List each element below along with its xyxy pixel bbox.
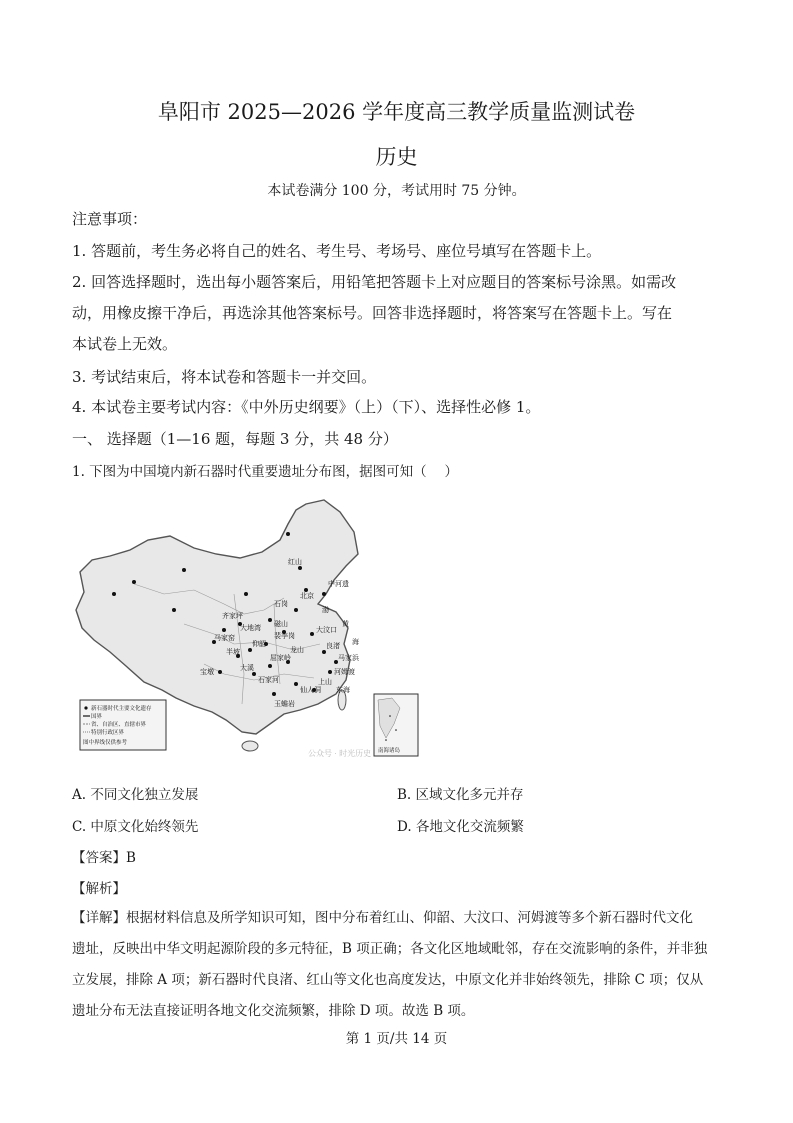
option-a: A. 不同文化独立发展 xyxy=(72,787,199,803)
site-label-dawenkou: 大汶口 xyxy=(316,627,337,634)
site-label-hemudu: 河姆渡 xyxy=(334,669,355,676)
sea-label-huang: 黄 xyxy=(342,621,349,628)
notes-heading: 注意事项： xyxy=(72,210,148,228)
answer-label: 【答案】B xyxy=(72,850,136,866)
site-label-banpo: 半坡 xyxy=(226,649,240,656)
sea-label-hai: 海 xyxy=(352,639,359,646)
subject-title: 历史 xyxy=(375,145,418,169)
site-label-xianrendong: 仙人洞 xyxy=(300,687,321,694)
option-c: C. 中原文化始终领先 xyxy=(72,819,199,835)
site-label-peiligang: 裴李岗 xyxy=(274,633,295,640)
neolithic-sites-map xyxy=(74,494,422,760)
site-label-majiayao: 马家窑 xyxy=(214,635,235,642)
detail-line-2: 遗址，反映出中华文明起源阶段的多元特征，B 项正确；各文化区地域毗邻，存在交流影响的条件，并非独 xyxy=(72,941,708,957)
svg-text:省、自治区、直辖市界: 省、自治区、直辖市界 xyxy=(91,722,147,728)
note-item-3: 3. 考试结束后，将本试卷和答题卡一并交回。 xyxy=(72,368,377,386)
site-label-qujialing: 屈家岭 xyxy=(270,655,291,662)
svg-text:国界: 国界 xyxy=(91,714,103,720)
hainan-island xyxy=(242,741,258,751)
exam-info: 本试卷满分 100 分，考试用时 75 分钟。 xyxy=(267,183,526,199)
site-label-dadiwan: 大地湾 xyxy=(240,625,261,632)
sea-label-bo: 渤 xyxy=(322,607,329,614)
detail-line-1: 【详解】根据材料信息及所学知识可知，图中分布着红山、仰韶、大汶口、河姆渡等多个新石器时代文化 xyxy=(72,910,693,926)
inset-label: 南海诸岛 xyxy=(378,748,401,754)
china-outline xyxy=(76,500,358,734)
detail-line-3: 立发展，排除 A 项；新石器时代良渚、红山等文化也高度发达，中原文化并非始终领先，排除 C 项；仅从 xyxy=(72,972,704,988)
option-b: B. 区域文化多元并存 xyxy=(397,787,524,803)
site-label-liangzhu: 良渚 xyxy=(326,643,340,650)
site-label-qijiaping: 齐家坪 xyxy=(222,613,243,620)
site-label-yangshao: 仰韶 xyxy=(252,641,266,648)
site-label-baodun: 宝墩 xyxy=(200,669,214,676)
note-item-2-line-2: 动，用橡皮擦干净后，再选涂其他答案标号。回答非选择题时，将答案写在答题卡上。写在 xyxy=(72,304,673,322)
note-item-2-line-3: 本试卷上无效。 xyxy=(72,335,178,353)
svg-text:图中界线仅供参考: 图中界线仅供参考 xyxy=(83,740,128,746)
question-stem: 1. 下图为中国境内新石器时代重要遗址分布图，据图可知（ ） xyxy=(72,464,458,480)
analysis-label: 【解析】 xyxy=(72,881,126,897)
page-footer: 第 1 页/共 14 页 xyxy=(345,1031,448,1047)
site-label-zhonghe: 中河遗 xyxy=(328,581,349,588)
exam-title: 阜阳市 2025—2026 学年度高三教学质量监测试卷 xyxy=(157,100,636,124)
site-label-hongshan: 红山 xyxy=(288,559,302,566)
map-legend xyxy=(80,700,166,750)
option-d: D. 各地文化交流频繁 xyxy=(397,819,524,835)
south-china-sea-inset xyxy=(374,694,418,756)
site-label-longshan: 龙山 xyxy=(290,647,304,654)
site-label-majiabang: 马家浜 xyxy=(338,655,359,662)
site-label-daxi: 大溪 xyxy=(240,665,254,672)
site-label-beijing: 北京 xyxy=(300,593,314,600)
detail-line-4: 遗址分布无法直接证明各地文化交流频繁，排除 D 项。故选 B 项。 xyxy=(72,1003,475,1019)
site-label-shijiahe: 石家河 xyxy=(258,677,279,684)
site-label-yuchanyan: 玉蟾岩 xyxy=(274,701,295,708)
note-item-2-line-1: 2. 回答选择题时，选出每小题答案后，用铅笔把答题卡上对应题目的答案标号涂黑。如需改 xyxy=(72,273,677,291)
section-heading: 一、 选择题（1—16 题，每题 3 分，共 48 分） xyxy=(72,430,398,448)
map-watermark: 公众号 · 时光历史 xyxy=(308,749,372,758)
site-label-shigang: 石岗 xyxy=(274,601,288,608)
sea-label-donghai: 东海 xyxy=(336,687,350,694)
site-label-shangshan: 上山 xyxy=(318,679,332,686)
svg-text:特别行政区界: 特别行政区界 xyxy=(91,730,125,736)
note-item-1: 1. 答题前，考生务必将自己的姓名、考生号、考场号、座位号填写在答题卡上。 xyxy=(72,242,602,260)
site-label-cishan: 磁山 xyxy=(274,621,288,628)
svg-text:新石器时代主要文化遗存: 新石器时代主要文化遗存 xyxy=(91,706,152,712)
note-item-4: 4. 本试卷主要考试内容：《中外历史纲要》（上）（下）、选择性必修 1。 xyxy=(72,398,541,416)
